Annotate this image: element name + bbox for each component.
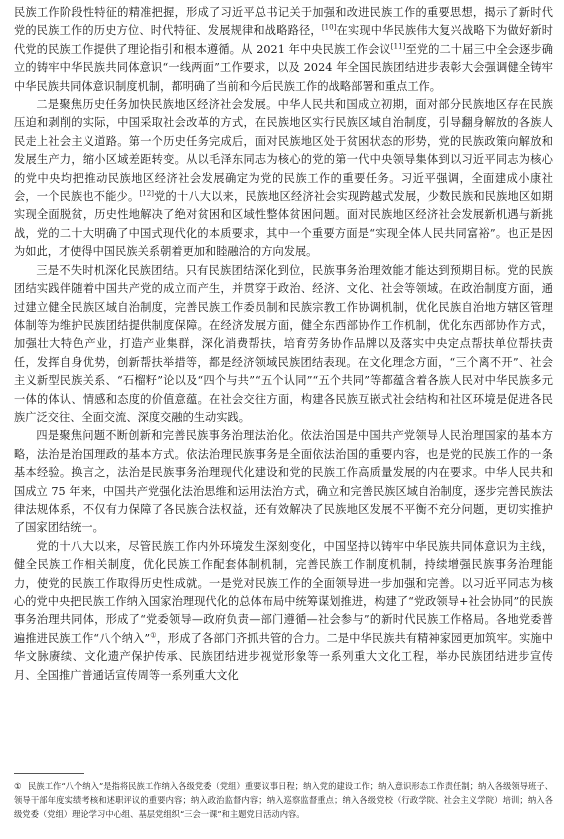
paragraph-text: 四是聚焦问题不断创新和完善民族事务治理法治化。依法治国是中国共产党领导人民治理国家的基本方略，法治是治国理政的基本方式。依法治理民族事务是全面依法治国的重要内容，也是党的民族工作的一条基本经验。换言之，法治是民族事务治理现代化建设和党的民族工作高质量发展的内在要求。中华人民共和国成立 75 年来，中国共产党强化法治思维和运用法治方式，确立和完善民族区域自治制度，逐步完善民族法律法规体系，不仅有力保障了各民族合法权益，还有效解决了民族地区发展不平衡不充分问题，更切实推护了国家团结统一。 xyxy=(14,429,553,535)
paragraph-text: 二是聚焦历史任务加快民族地区经济社会发展。中华人民共和国成立初期，面对部分民族地区存在民族压迫和剥削的实际，中国采取社会改革的方式，在民族地区实行民族区域自治制度，引导翻身解放的各族人民走上社会主义道路。第一个历史任务完成后，面对民族地区处于贫困状态的形势，党的民族政策向解放和发展生产力，缩小区域差距转变。从以毛泽东同志为核心的党的第一代中央领导集体到以习近平同志为核心的党中央均把推动民族地区经济社会发展确定为党的民族工作的重要任务。习近平强调，全面建成小康社会，一个民族也不能少。 xyxy=(14,98,553,204)
citation-marker: [11] xyxy=(390,42,406,51)
footnote-divider xyxy=(14,773,84,774)
footnote xyxy=(14,779,553,822)
paragraph xyxy=(14,427,553,537)
paragraph xyxy=(14,538,553,685)
paragraph-text: 在实现中华民族伟大复兴战略下为做好新时代党的民族工作提供了理论指引和根本遵循。从 2021 年中央民族工作会议 xyxy=(14,24,553,56)
citation-marker: [10] xyxy=(321,23,337,32)
paragraph xyxy=(14,96,553,262)
footnote-marker: ① xyxy=(14,781,22,791)
citation-marker: [12] xyxy=(139,189,154,198)
paragraph-text: 党的十八大以来，尽管民族工作内外环境发生深刻变化，中国坚持以铸牢中华民族共同体意识为主线，健全民族工作相关制度，优化民族工作配套体制机制，完善民族工作制度机制，持续增强民族事务治理能力，使党的民族工作取得历史性成就。一是党对民族工作的全面领导进一步加强和完善。以习近平同志为核心的党中央把民族工作纳入国家治理现代化的总体布局中统筹谋划推进，构建了“党政领导+社会协同”的民族事务治理共同体，形成了“党委领导—政府负责—部门遵循—社会参与”的新时代民族工作格局。各地党委普遍推进民族工作“八个纳入” xyxy=(14,539,553,645)
paragraph xyxy=(14,4,553,96)
article-body xyxy=(14,4,553,685)
paragraph-text: ，形成了各部门齐抓共管的合力。二是中华民族共有精神家园更加筑牢。实施中华文脉赓续、文化遗产保护传承、民族团结进步视觉形象等一系列重大文化工程，举办民族团结进步宣传月、全国推广普通话宣传周等一系列重大文化 xyxy=(14,631,553,682)
paragraph-text: 民族工作阶段性特征的精准把握，形成了习近平总书记关于加强和改进民族工作的重要思想，揭示了新时代党的民族工作的历史方位、时代特征、发展规律和战略路径， xyxy=(14,6,553,38)
footnote-text: 民族工作“八个纳入”是指将民族工作纳入各级党委（党组）重要议事日程；纳入党的建设工作；纳入意识形态工作责任制；纳入各级领导班子、领导干部年度实绩考核和述职评议的重要内容；纳入政治监督内容；纳入巡察监督重点；纳入各级党校（行政学院、社会主义学院）培训；纳入各级党委（党组）理论学习中心组、基层党组织“三会一课”和主题党日活动内容。 xyxy=(14,781,553,820)
paragraph xyxy=(14,262,553,428)
paragraph-text: 党的十八大以来，民族地区经济社会实现跨越式发展，少数民族和民族地区如期实现全面脱贫，历史性地解决了绝对贫困和区域性整体贫困问题。面对民族地区经济社会发展新机遇与新挑战，党的二十大明确了中国式现代化的本质要求，其中一个重要方面是“实现全体人民共同富裕”。也正是因为如此，才使得中国民族关系朝着更加和睦融洽的方向发展。 xyxy=(14,190,553,259)
paragraph-text: 三是不失时机深化民族团结。只有民族团结深化到位，民族事务治理效能才能达到预期目标。党的民族团结实践伴随着中国共产党的成立而产生，并贯穿于政治、经济、文化、社会等领域。在政治制度方面，通过建立健全民族区域自治制度，完善民族工作委员制和民族宗教工作协调机制，优化民族自治地方辖区管理体制等为维护民族团结提供制度保障。在经济发展方面，健全东西部协作工作机制，优化东西部协作方式，加强壮大特色产业，打造产业集群，深化消费帮扶，培育劳务协作品牌以及落实中央定点帮扶单位帮扶责任，发挥自身优势，创新帮扶举措等，都是经济领域民族团结表现。在文化理念方面，“三个离不开”、社会主义新型民族关系、“石榴籽”论以及“四个与共”“五个认同”“五个共同”等都蕴含着各族人民对中华民族多元一体的体认、情感和态度的价值意蕴。在社会交往方面，构建各民族互嵌式社会结构和社区环境是促进各民族广泛交往、全面交流、深度交融的生动实践。 xyxy=(14,263,553,424)
citation-marker: ① xyxy=(150,631,157,640)
paragraph-text: 至党的二十届三中全会逐步确立的铸牢中华民族共同体意识“一线两面”工作要求，以及 2024 年全国民族团结进步表彰大会强调健全铸牢中华民族共同体意识制度机制，都明确了当前和今后民族工作的战略部署和重点工作。 xyxy=(14,42,553,93)
